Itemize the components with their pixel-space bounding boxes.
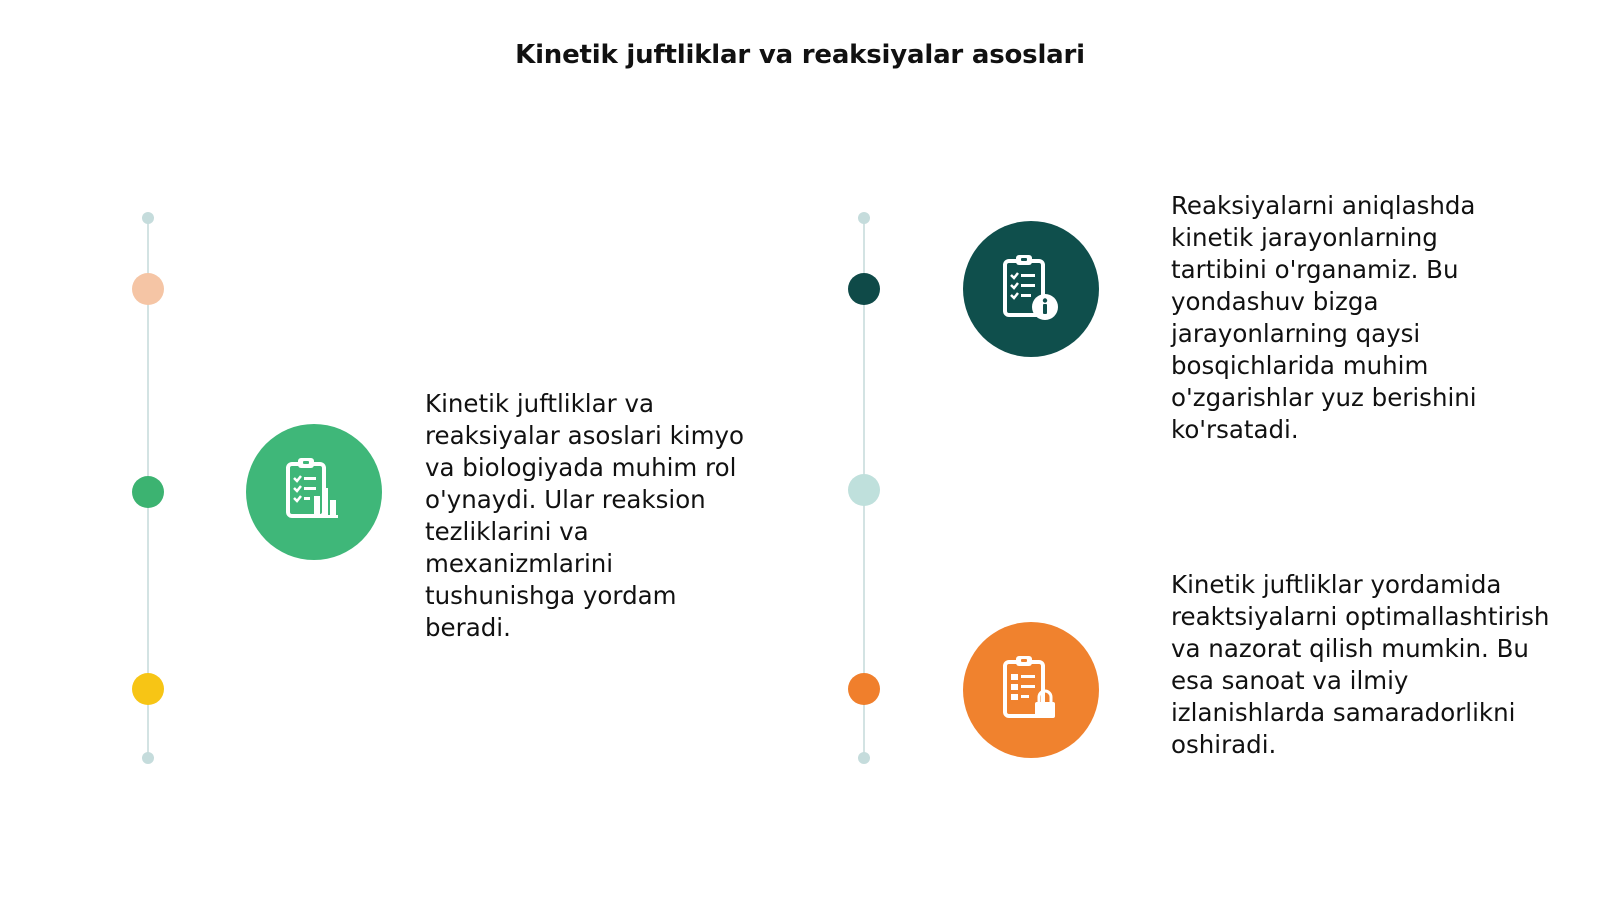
clipboard-info-icon [963, 221, 1099, 357]
timeline-cap-top [142, 212, 154, 224]
timeline-node-orange [848, 673, 880, 705]
timeline-node-yellow [132, 673, 164, 705]
clipboard-chart-icon [246, 424, 382, 560]
timeline-node-green [132, 476, 164, 508]
item-2-text: Reaksiyalarni aniqlashda kinetik jarayonlarning tartibini o'rganamiz. Bu yondashuv bizga jarayonlarning qaysi bosqichlarida muhim o'zgarishlar yuz berishini ko'rsatadi. [1171, 191, 1477, 444]
timeline-right [854, 212, 874, 764]
timeline-cap-bottom [858, 752, 870, 764]
timeline-node-peach [132, 273, 164, 305]
clipboard-lock-icon [963, 622, 1099, 758]
timeline-node-light-teal [848, 474, 880, 506]
page-title: Kinetik juftliklar va reaksiyalar asoslari [515, 40, 1085, 70]
timeline-cap-top [858, 212, 870, 224]
timeline-left [138, 212, 158, 764]
item-3-text: Kinetik juftliklar yordamida reaktsiyalarni optimallashtirish va nazorat qilish mumkin. Bu esa sanoat va ilmiy izlanishlarda samaradorlikni oshiradi. [1171, 570, 1550, 759]
timeline-node-dark-teal [848, 273, 880, 305]
timeline-cap-bottom [142, 752, 154, 764]
item-1-text: Kinetik juftliklar va reaksiyalar asoslari kimyo va biologiyada muhim rol o'ynaydi. Ular reaksion tezliklarini va mexanizmlarini tushunishga yordam beradi. [425, 389, 744, 642]
